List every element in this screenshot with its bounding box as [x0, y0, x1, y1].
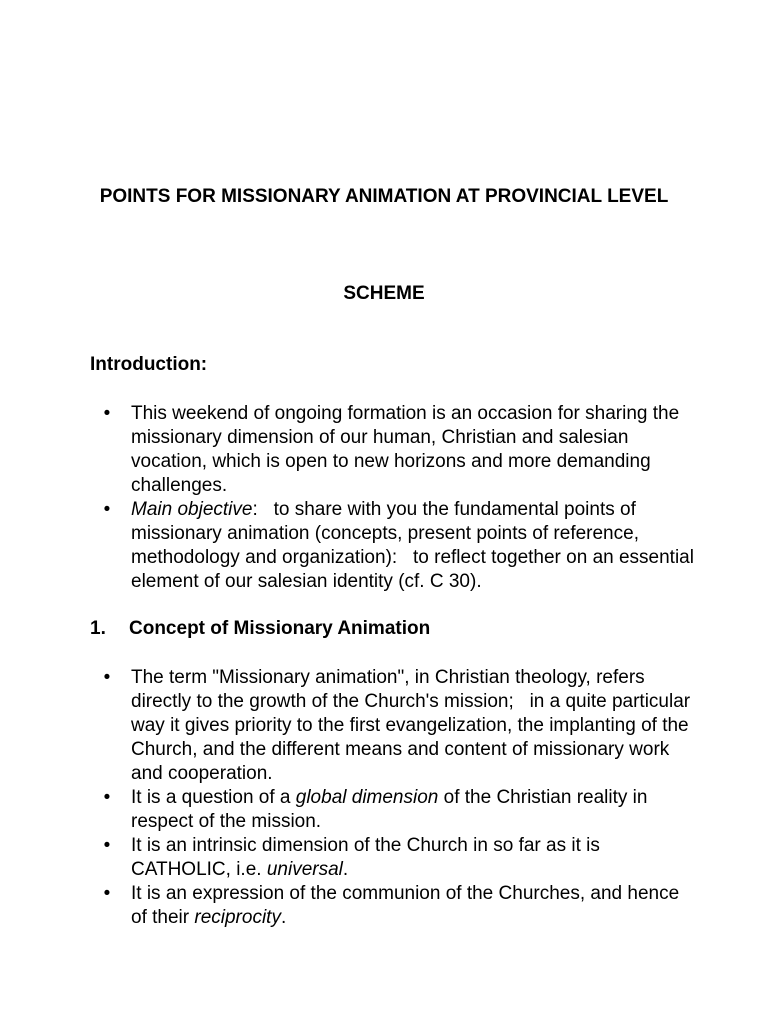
scheme-heading: SCHEME: [343, 283, 425, 304]
introduction-heading: Introduction:: [90, 354, 208, 375]
bullet-icon: •: [103, 787, 111, 808]
bullet-emphasis: global dimension: [295, 787, 439, 808]
bullet-lead-italic: Main objective: [131, 499, 253, 520]
list-item: [0, 882, 768, 930]
section-number: 1.: [90, 618, 106, 639]
bullet-icon: •: [103, 883, 111, 904]
bullet-text: It is an expression of the communion of the Churches, and hence of their: [131, 883, 685, 928]
list-item: [0, 834, 768, 882]
introduction-list: [0, 402, 768, 594]
list-item: [0, 498, 768, 594]
section-1-heading: [90, 617, 430, 641]
bullet-text: It is an intrinsic dimension of the Church in so far as it is CATHOLIC, i.e.: [131, 835, 606, 880]
list-item: [0, 402, 768, 498]
list-item: [0, 786, 768, 834]
bullet-text: This weekend of ongoing formation is an occasion for sharing the missionary dimension of our human, Christian and salesian vocation, which is open to new horizons and more demanding challenges.: [131, 403, 680, 496]
section-title: Concept of Missionary Animation: [129, 618, 431, 639]
list-item: [0, 666, 768, 786]
bullet-text: .: [280, 907, 287, 928]
concept-list: [0, 666, 768, 930]
document-title: POINTS FOR MISSIONARY ANIMATION AT PROVINCIAL LEVEL: [99, 186, 669, 207]
bullet-emphasis: reciprocity: [194, 907, 281, 928]
bullet-text: The term "Missionary animation", in Christian theology, refers directly to the growth of the Church's mission; in a quite particular way it gives priority to the first evangelization, the implanting of the Church, and the different means and content of missionary work and cooperation.: [131, 667, 696, 784]
bullet-icon: •: [103, 835, 111, 856]
bullet-icon: •: [103, 499, 111, 520]
bullet-icon: •: [103, 667, 111, 688]
bullet-text: .: [342, 859, 349, 880]
bullet-emphasis: universal: [266, 859, 343, 880]
bullet-icon: •: [103, 403, 111, 424]
bullet-text: : to share with you the fundamental points of missionary animation (concepts, present points of reference, methodology and organization): to reflect together on an essential element of our salesian identity (cf. C 30).: [131, 499, 700, 592]
bullet-text: It is a question of a: [131, 787, 296, 808]
bullet-text: of the Christian reality in respect of the mission.: [131, 787, 653, 832]
